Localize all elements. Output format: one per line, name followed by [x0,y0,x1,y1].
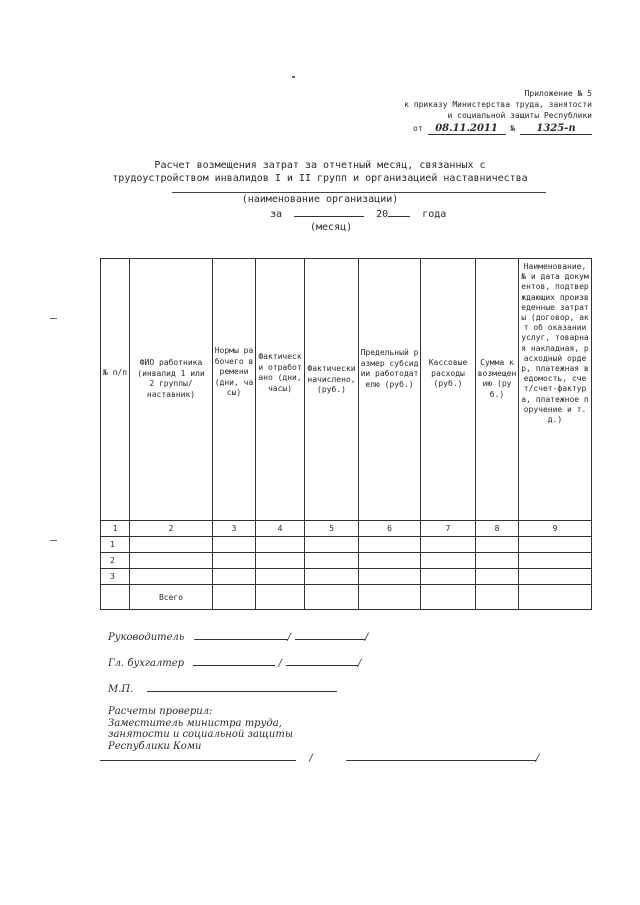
head-signature-line [108,629,368,643]
col-number-8: 8 [494,524,500,533]
total-label: Всего [158,593,184,602]
header-working-time-norm: Нормы рабочего времени (дни, часы) [214,346,254,397]
order-date: 08.11.2011 [428,123,506,135]
slash: / [357,658,362,669]
header-row-number: № п/п [102,368,128,377]
date-prefix: от [413,124,423,133]
seal-line [108,681,337,695]
checker-position-1: Заместитель министра труда, [108,717,282,729]
row-divider [100,520,592,521]
slash: / [364,632,369,643]
checker-position-2: занятости и социальной защиты [108,729,293,740]
period-for-label: за [270,209,283,220]
number-prefix: № [510,124,516,133]
slash: / [278,658,282,669]
header-subsidy-limit: Предельный размер субсидии работодателю (руб.) [360,348,419,389]
col-number-5: 5 [329,524,334,533]
table-row-number: 3 [110,572,115,581]
slash: / [287,632,291,643]
column-divider [420,258,421,610]
checked-by-label: Расчеты проверил: [108,706,213,717]
checker-name-blank [346,750,536,761]
appendix-block [404,88,592,135]
checker-signature-line [100,750,539,764]
row-divider [100,536,592,537]
header-employee-name: ФИО работника (инвалид 1 или 2 группы/наставник) [137,358,205,399]
accountant-signature-line [108,655,361,669]
head-name-blank [295,629,365,640]
col-number-4: 4 [277,524,283,533]
seal-label: М.П. [108,684,134,695]
slash: / [535,753,540,764]
head-signature-blank [194,629,288,640]
column-divider [212,258,213,610]
appendix-order-line: к приказу Министерства труда, занятости [404,100,592,109]
month-blank [294,206,364,217]
year-prefix: 20 [376,209,389,220]
slash: / [309,753,313,764]
row-divider [100,568,592,569]
checker-position-3: Республики Коми [108,740,202,752]
table-row-number: 2 [110,556,115,565]
header-cash-expenses: Кассовые расходы (руб.) [428,358,468,388]
head-label: Руководитель [108,632,185,643]
month-caption: (месяц) [310,222,353,233]
order-number: 1325-п [520,123,592,135]
accountant-signature-blank [193,655,275,666]
period-line [270,206,446,220]
col-number-2: 2 [168,524,174,533]
scan-speck [292,76,295,78]
column-divider [255,258,256,610]
column-divider [358,258,359,610]
header-actually-accrued: Фактически начислено, (руб.) [307,364,356,394]
organization-name-line [172,192,546,193]
col-number-7: 7 [445,524,451,533]
table-border-right [591,258,592,610]
seal-blank [147,681,337,692]
column-divider [304,258,305,610]
checker-signature-blank [100,750,296,761]
year-blank [388,206,410,217]
col-number-3: 3 [231,524,237,533]
year-suffix: года [422,209,447,220]
col-number-9: 9 [552,524,558,533]
table-row-number: 1 [110,540,115,549]
accountant-label: Гл. бухгалтер [108,658,185,669]
title-line-1: Расчет возмещения затрат за отчетный месяц, связанных с [154,160,486,171]
column-divider [475,258,476,610]
document-title [0,159,640,185]
header-actually-worked: Фактически отработано (дни, часы) [258,352,302,393]
table-border-left [100,258,101,610]
row-divider [100,584,592,585]
scan-speck [50,318,57,319]
appendix-title: Приложение № 5 [524,89,592,98]
scan-speck [50,540,57,541]
cost-table [100,258,592,610]
col-number-6: 6 [387,524,392,533]
title-line-2: трудоустройством инвалидов I и II групп и организацией наставничества [112,173,528,184]
row-divider [100,552,592,553]
column-divider [129,258,130,610]
organization-caption: (наименование организации) [241,194,399,205]
column-divider [518,258,519,610]
appendix-ministry-line: и социальной защиты Республики [447,111,592,120]
header-supporting-documents: Наименование, № и дата документов, подтверждающих произведенные затраты (договор, акт об оказании услуг, товарная накладная, расходный ордер, платежная ведомость, счет/счет-фактура, платежное поручение и т.д.) [521,262,589,425]
accountant-name-blank [286,655,358,666]
checked-by-block [108,706,293,752]
col-number-1: 1 [112,524,118,533]
header-reimbursement-sum: Сумма к возмещению (руб.) [477,358,517,399]
appendix-date-line [404,123,592,135]
